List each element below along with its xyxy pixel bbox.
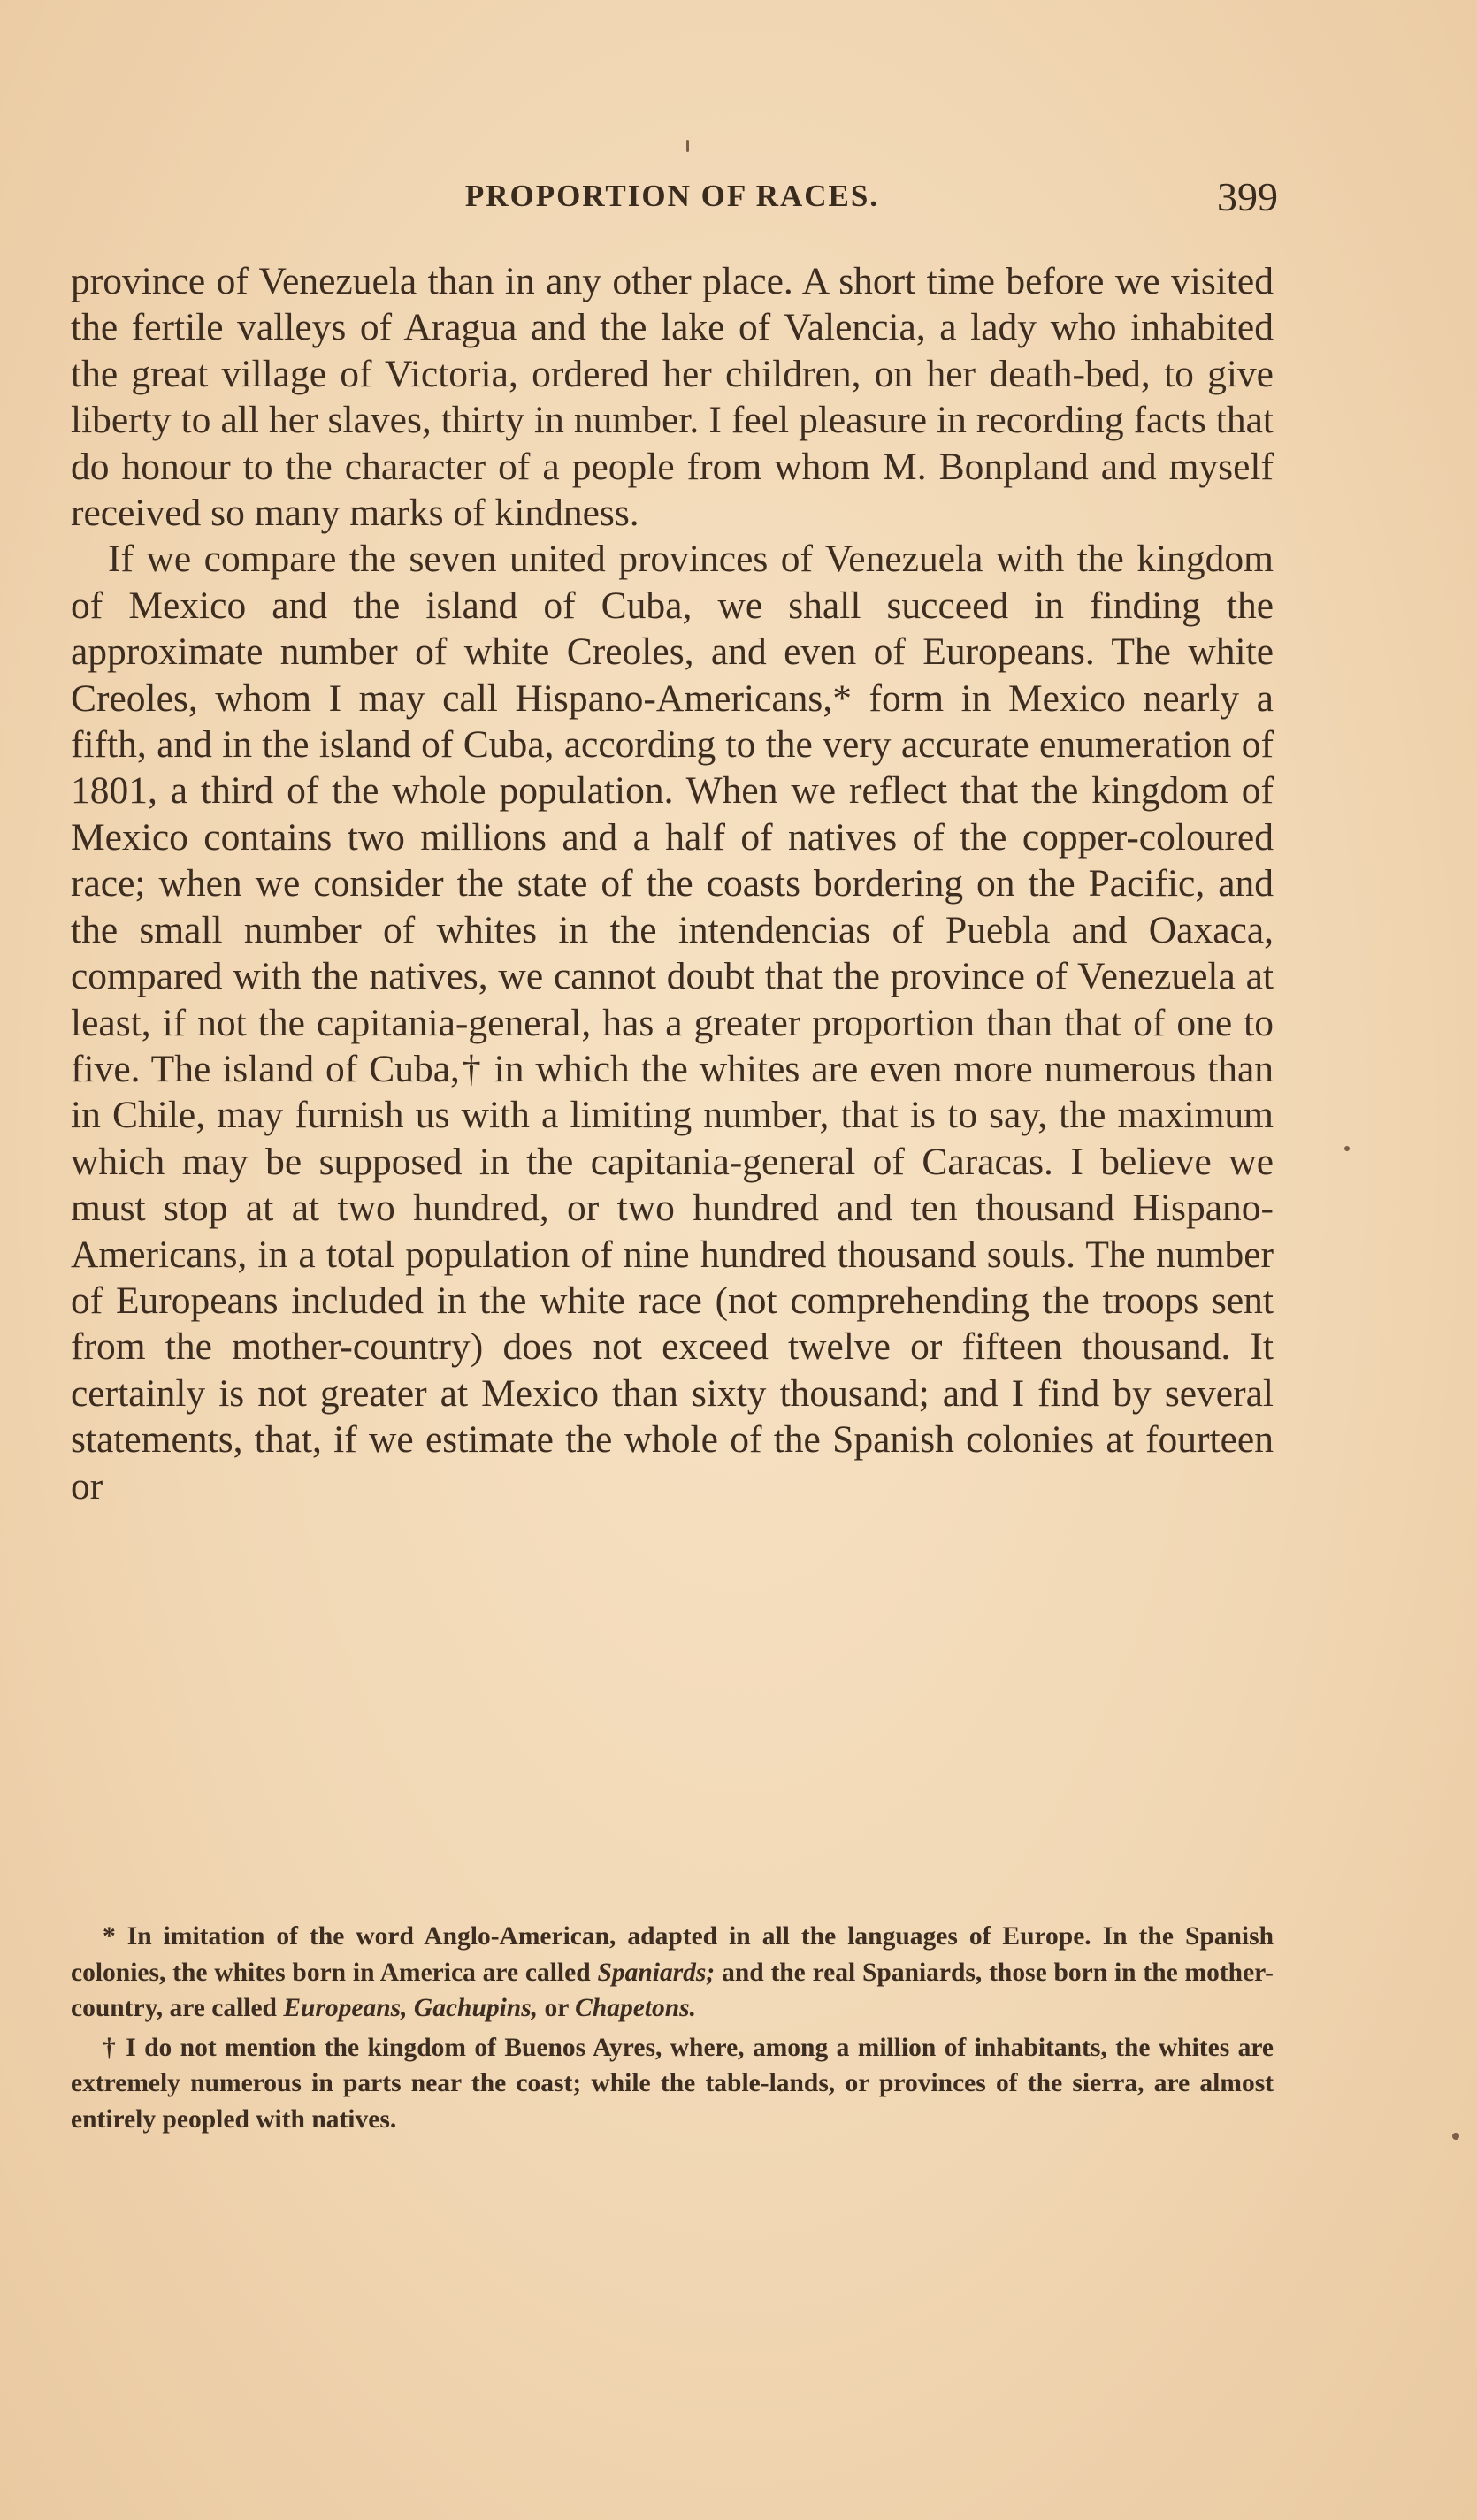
footnote-2: † I do not mention the kingdom of Buenos Ayres, where, among a million of inhabitants, the whites are extremely numerous in parts near the coast; while the table-lands, or provinces of the sierra, are almost entirely peopled with natives. xyxy=(71,2033,1274,2134)
footnote-1-term-europeans: Europeans, Gachupins, xyxy=(283,1994,539,2022)
running-title: PROPORTION OF RACES. xyxy=(464,179,880,213)
footnote-1-text-b: and the real Spaniards, those born in the mother-country, are called xyxy=(71,1958,1274,2022)
footnote-1 xyxy=(71,1919,1274,2027)
paper-speck xyxy=(1452,2133,1459,2140)
paper-speck xyxy=(1344,1146,1350,1151)
paper-speck xyxy=(686,140,689,152)
footnote-1-term-spaniards: Spaniards; xyxy=(597,1958,716,1987)
paragraph-2: If we compare the seven united provinces of Venezuela with the kingdom of Mexico and the island of Cuba, we shall succeed in finding the approximate number of white Creoles, and even of Europeans. The white Creoles, whom I may call Hispano-Americans,* form in Mexico nearly a fifth, and in the island of Cuba, according to the very accurate enumeration of 1801, a third of the whole population. When we reflect that the kingdom of Mexico contains two millions and a half of natives of the copper-coloured race; when we consider the state of the coasts bordering on the Pacific, and the small number of whites in the intendencias of Puebla and Oaxaca, compared with the natives, we cannot doubt that the province of Venezuela at least, if not the capitania-general, has a greater proportion than that of one to five. The island of Cuba,† in which the whites are even more numerous than in Chile, may furnish us with a limiting number, that is to say, the maximum which may be supposed in the capitania-general of Caracas. I believe we must stop at at two hundred, or two hundred and ten thousand Hispano-Americans, in a total population of nine hundred thousand souls. The number of Europeans included in the white race (not comprehending the troops sent from the mother-country) does not exceed twelve or fifteen thousand. It certainly is not greater at Mexico than sixty thousand; and I find by several statements, that, if we estimate the whole of the Spanish colonies at fourteen or xyxy=(71,538,1274,1508)
paragraph-1: province of Venezuela than in any other place. A short time before we visited the fertile valleys of Aragua and the lake of Valencia, a lady who inhabited the great village of Victoria, ordered her children, on her death-bed, to give liberty to all her slaves, thirty in number. I feel pleasure in recording facts that do honour to the character of a people from whom M. Bonpland and myself received so many marks of kindness. xyxy=(71,260,1274,535)
page-number: 399 xyxy=(1217,174,1278,219)
footnote-1-term-chapetons: Chapetons. xyxy=(575,1994,697,2022)
footnote-1-text-a: * In imitation of the word Anglo-American, adapted in all the languages of Europe. In the Spanish colonies, the whites born in America are called xyxy=(71,1922,1274,1987)
footnotes xyxy=(71,1919,1274,2137)
footnote-1-text-c: or xyxy=(544,1994,569,2022)
body-text xyxy=(71,258,1274,1509)
running-head xyxy=(71,173,1278,226)
